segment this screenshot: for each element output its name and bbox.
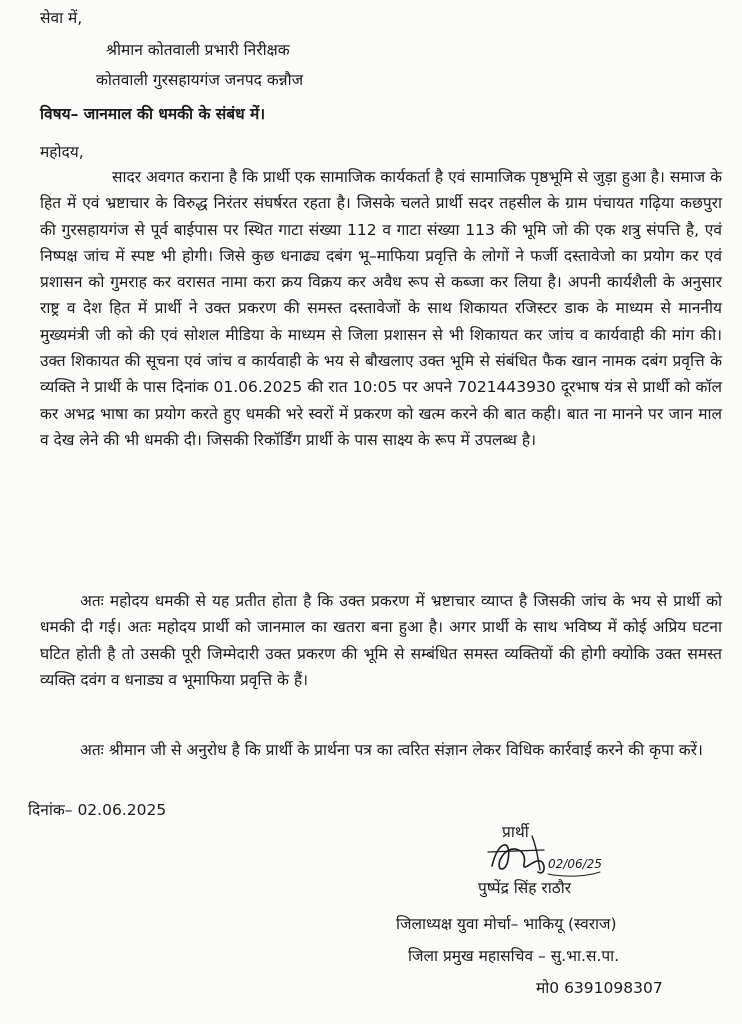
- salutation-to: सेवा में,: [40, 9, 83, 27]
- signature-date: 02/06/25: [548, 857, 602, 871]
- handwritten-signature: [478, 820, 638, 886]
- body-paragraph-3: अतः श्रीमान जी से अनुरोध है कि प्रार्थी के प्रार्थना पत्र का त्वरित संज्ञान लेकर विधिक कार्रवाई करने की कृपा करें।: [80, 741, 703, 759]
- addressee-line-1: श्रीमान कोतवाली प्रभारी निरीक्षक: [106, 41, 290, 59]
- signer-designation-2: जिला प्रमुख महासचिव – सु.भा.स.पा.: [408, 947, 620, 965]
- greeting: महोदय,: [40, 143, 84, 161]
- addressee-line-2: कोतवाली गुरसहायगंज जनपद कन्नौज: [96, 71, 304, 89]
- body-paragraph-1: सादर अवगत कराना है कि प्रार्थी एक सामाजिक कार्यकर्ता है एवं सामाजिक पृष्ठभूमि से जुड़ा हुआ है। समाज के हित में एवं भ्रष्टाचार के विरुद्ध निरंतर संघर्षरत रहता है। जिसके चलते प्रार्थी सदर तहसील के ग्राम पंचायत गढ़िया कछपुरा की गुरसहायगंज से पूर्व बाईपास पर स्थित गाटा संख्या 112 व गाटा संख्या 113 की भूमि जो की एक शत्रु संपत्ति है, एवं निष्पक्ष जांच में स्पष्ट भी होगी। जिसे कुछ धनाढ्य दबंग भू–माफिया प्रवृत्ति के लोगों ने फर्जी दस्तावेजो का प्रयोग कर एवं प्रशासन को गुमराह कर वरासत नामा करा क्रय विक्रय कर अवैध रूप से कब्जा कर लिया है। अपनी कार्यशैली के अनुसार राष्ट्र व देश हित में प्रार्थी ने उक्त प्रकरण की समस्त दस्तावेजों के साथ शिकायत रजिस्टर डाक के माध्यम से माननीय मुख्यमंत्री जी को की एवं सोशल मीडिया के माध्यम से जिला प्रशासन से भी शिकायत कर जांच व कार्यवाही की मांग की। उक्त शिकायत की सूचना एवं जांच व कार्यवाही के भय से बौखलाए उक्त भूमि से संबंधित फैक खान नामक दबंग प्रवृत्ति के व्यक्ति ने प्रार्थी के पास दिनांक 01.06.2025 की रात 10:05 पर अपने 7021443930 दूरभाष यंत्र से प्रार्थी को कॉल कर अभद्र भाषा का प्रयोग करते हुए धमकी भरे स्वरों में प्रकरण को खत्म करने की बात कही। बात ना मानने पर जान माल व देख लेने की भी धमकी दी। जिसकी रिकॉर्डिंग प्रार्थी के पास साक्ष्य के रूप में उपलब्ध है।: [40, 168, 722, 449]
- body-paragraph-2: अतः महोदय धमकी से यह प्रतीत होता है कि उक्त प्रकरण में भ्रष्टाचार व्याप्त है जिसकी जांच के भय से प्रार्थी को धमकी दी गई। अतः महोदय प्रार्थी को जानमाल का खतरा बना हुआ है। अगर प्रार्थी के साथ भविष्य में कोई अप्रिय घटना घटित होती है तो उसकी पूरी जिम्मेदारी उक्त प्रकरण की भूमि से सम्बंधित समस्त व्यक्तियों की होगी क्योकि उक्त समस्त व्यक्ति दवंग व धनाड्य व भूमाफिया प्रवृत्ति के हैं।: [40, 592, 722, 689]
- signer-mobile: मो0 6391098307: [536, 979, 663, 997]
- signer-designation-1: जिलाध्यक्ष युवा मोर्चा– भाकियू (स्वराज): [396, 915, 617, 933]
- subject-line: विषय– जानमाल की धमकी के संबंध में।: [40, 105, 266, 123]
- applicant-label: प्रार्थी: [502, 823, 529, 841]
- letter-date: दिनांक– 02.06.2025: [28, 801, 167, 819]
- signer-name: पुष्पेंद्र सिंह राठौर: [478, 879, 572, 897]
